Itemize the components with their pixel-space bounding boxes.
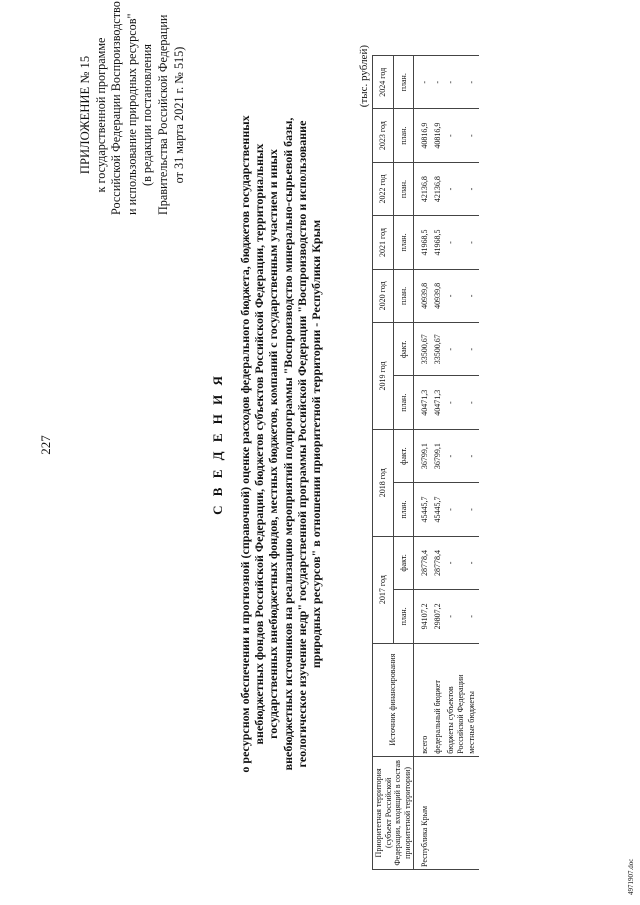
value-cell: 45445,7 bbox=[414, 483, 433, 536]
value-cell: 36799,1 bbox=[414, 429, 433, 482]
value-cell: 45445,7 bbox=[432, 483, 445, 536]
value-cell: - bbox=[445, 269, 466, 322]
value-cell: - bbox=[445, 216, 466, 269]
appendix-line: от 31 марта 2021 г. № 515) bbox=[171, 46, 186, 184]
value-cell: 40471,3 bbox=[414, 376, 433, 429]
value-cell: 28778,4 bbox=[432, 536, 445, 589]
table-row bbox=[445, 56, 466, 870]
value-cell: 42136,8 bbox=[414, 162, 433, 215]
heading-line: государственных внебюджетных фондов, местных бюджетов, компаний с государственным участием и иных bbox=[266, 149, 281, 739]
table-row bbox=[414, 56, 433, 870]
value-cell: 40939,8 bbox=[432, 269, 445, 322]
source-cell: бюджеты субъектов Российской Федерации bbox=[445, 643, 466, 756]
source-cell: федеральный бюджет bbox=[432, 643, 445, 756]
header-territory: Приоритетная территория (субъект Российской Федерации, входящий в состав приоритетной территории) bbox=[373, 756, 414, 869]
value-cell: - bbox=[466, 216, 479, 269]
heading-description bbox=[238, 79, 323, 809]
header-sub: план. bbox=[393, 216, 414, 269]
value-cell: 40471,3 bbox=[432, 376, 445, 429]
value-cell: 29807,2 bbox=[432, 590, 445, 643]
header-year: 2022 год bbox=[373, 162, 394, 215]
value-cell: - bbox=[466, 269, 479, 322]
value-cell: 41968,5 bbox=[432, 216, 445, 269]
value-cell: - bbox=[445, 590, 466, 643]
page-number: 227 bbox=[38, 435, 53, 455]
appendix-line: и использование природных ресурсов" bbox=[124, 13, 139, 215]
header-sub: план. bbox=[393, 56, 414, 109]
heading-line: о ресурсном обеспечении и прогнозной (справочной) оценке расходов федерального бюджета, бюджетов государственных bbox=[238, 115, 252, 773]
appendix-line: Правительства Российской Федерации bbox=[155, 14, 170, 215]
value-cell: - bbox=[445, 536, 466, 589]
value-cell: - bbox=[466, 109, 479, 162]
heading-line: природных ресурсов" в отношении приоритетной территории - Республики Крым bbox=[309, 219, 324, 669]
table-row bbox=[466, 56, 479, 870]
value-cell: 42136,8 bbox=[432, 162, 445, 215]
value-cell: 33500,67 bbox=[414, 323, 433, 376]
value-cell: 28778,4 bbox=[414, 536, 433, 589]
value-cell: - bbox=[466, 590, 479, 643]
value-cell: - bbox=[445, 483, 466, 536]
header-sub: план. bbox=[393, 376, 414, 429]
units-label: (тыс. рублей) bbox=[358, 45, 370, 108]
value-cell: - bbox=[466, 483, 479, 536]
header-year: 2019 год bbox=[373, 323, 394, 430]
header-sub: план. bbox=[393, 483, 414, 536]
appendix-line: к государственной программе bbox=[93, 37, 108, 193]
header-year: 2021 год bbox=[373, 216, 394, 269]
source-cell: местные бюджеты bbox=[466, 643, 479, 756]
header-sub: план. bbox=[393, 590, 414, 643]
value-cell: - bbox=[445, 109, 466, 162]
header-sub: факт. bbox=[393, 323, 414, 376]
header-year: 2020 год bbox=[373, 269, 394, 322]
header-year: 2018 год bbox=[373, 429, 394, 536]
value-cell: 40939,8 bbox=[414, 269, 433, 322]
value-cell: 41968,5 bbox=[414, 216, 433, 269]
heading-title: С В Е Д Е Н И Я bbox=[210, 373, 225, 515]
appendix-block bbox=[78, 1, 187, 215]
header-year: 2017 год bbox=[373, 536, 394, 643]
heading-line: внебюджетных фондов Российской Федерации, бюджетов субъектов Российской Федерации, территориальных bbox=[252, 143, 267, 745]
table-row bbox=[432, 56, 445, 870]
value-cell: - bbox=[445, 56, 466, 109]
value-cell: - bbox=[466, 162, 479, 215]
value-cell: 36799,1 bbox=[432, 429, 445, 482]
document-reference: 4971907.doc bbox=[627, 858, 635, 895]
source-cell: всего bbox=[414, 643, 433, 756]
header-year: 2023 год bbox=[373, 109, 394, 162]
header-sub: план. bbox=[393, 109, 414, 162]
territory-cell: Республика Крым bbox=[414, 756, 480, 869]
value-cell: 33500,67 bbox=[432, 323, 445, 376]
value-cell: - bbox=[445, 162, 466, 215]
header-sub: план. bbox=[393, 162, 414, 215]
value-cell: - bbox=[466, 56, 479, 109]
header-source: Источник финансирования bbox=[373, 643, 414, 756]
value-cell: 40816,9 bbox=[432, 109, 445, 162]
value-cell: - bbox=[445, 429, 466, 482]
heading-line: внебюджетных источников на реализацию мероприятий подпрограммы "Воспроизводство минерально-сырьевой базы, bbox=[280, 117, 295, 771]
value-cell: - bbox=[445, 323, 466, 376]
value-cell: 40816,9 bbox=[414, 109, 433, 162]
value-cell: - bbox=[466, 429, 479, 482]
value-cell: 94107,2 bbox=[414, 590, 433, 643]
value-cell: - bbox=[414, 56, 433, 109]
financing-table bbox=[372, 55, 479, 870]
heading-line: геологическое изучение недр" государственной программы Российской Федерации "Воспроизводство и использование bbox=[294, 120, 309, 768]
appendix-title: ПРИЛОЖЕНИЕ № 15 bbox=[78, 55, 92, 175]
header-sub: план. bbox=[393, 269, 414, 322]
value-cell: - bbox=[445, 376, 466, 429]
value-cell: - bbox=[466, 536, 479, 589]
header-year: 2024 год bbox=[373, 56, 394, 109]
value-cell: - bbox=[432, 56, 445, 109]
document-heading bbox=[210, 79, 323, 809]
header-sub: факт. bbox=[393, 429, 414, 482]
value-cell: - bbox=[466, 323, 479, 376]
header-sub: факт. bbox=[393, 536, 414, 589]
appendix-line: Российской Федерации Воспроизводство bbox=[109, 1, 124, 215]
value-cell: - bbox=[466, 376, 479, 429]
appendix-line: (в редакции постановления bbox=[140, 44, 155, 186]
